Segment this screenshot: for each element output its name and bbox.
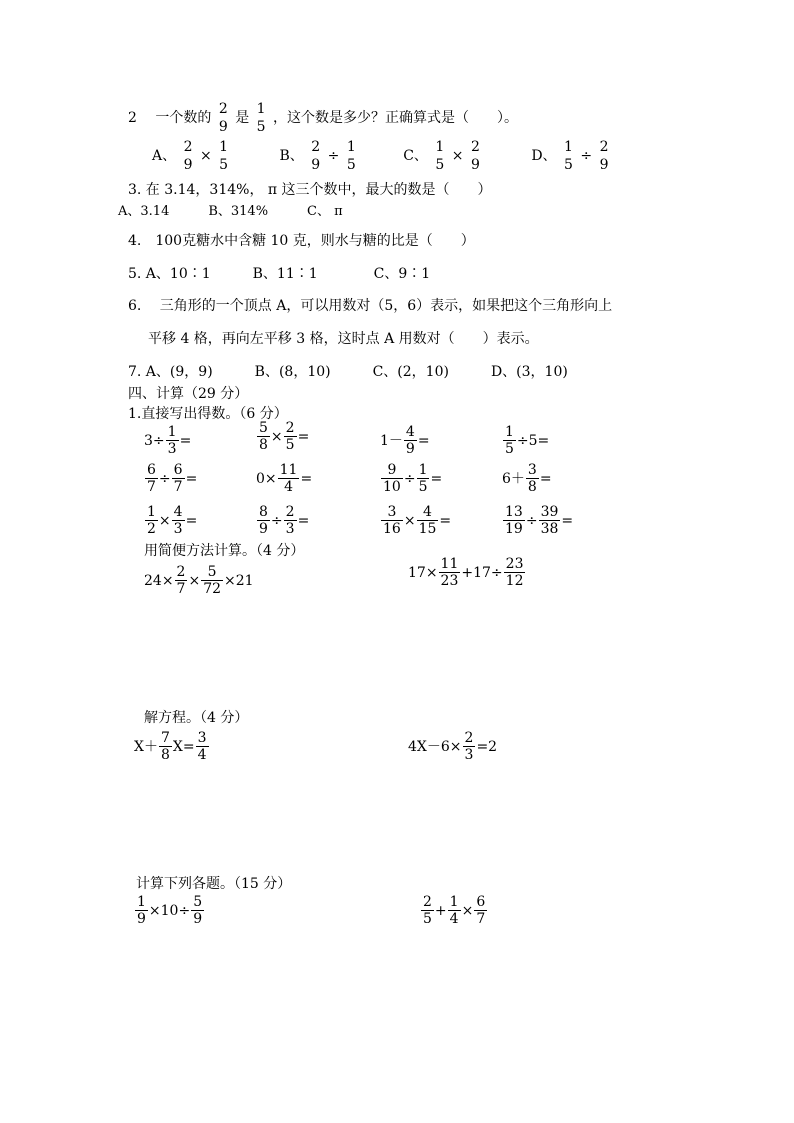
fraction: $\frac{2}{5}$ [423, 894, 432, 927]
question-4: 4. 100克糖水中含糖 10 克，则水与糖的比是（ ） [128, 233, 475, 249]
calc-item: $\frac{9}{10}$ ÷ $\frac{1}{5}$ = [383, 462, 443, 495]
fraction: 2 9 [311, 139, 321, 173]
calc-item: $\frac{2}{5}$ + $\frac{1}{4}$ × $\frac{6}{7}$ [423, 894, 486, 927]
question-text: 是 [235, 110, 250, 126]
calc-item: 17× $\frac{11}{23}$ +17÷ $\frac{23}{12}$ [408, 556, 524, 589]
fraction: $\frac{11}{23}$ [440, 556, 459, 589]
fraction: 2 9 [218, 101, 228, 135]
fraction: $\frac{3}{4}$ [197, 730, 207, 763]
calc-item: 1－ $\frac{4}{9}$ = [380, 424, 430, 457]
option-d: D、 1 5 ÷ 2 9 [531, 139, 609, 173]
fraction: $\frac{7}{8}$ [160, 730, 170, 763]
fraction: $\frac{5}{72}$ [203, 564, 222, 597]
question-2 [128, 100, 518, 136]
fraction: $\frac{5}{8}$ [259, 420, 268, 453]
subsection-title: 解方程。（4 分） [144, 710, 249, 726]
fraction: 2 9 [183, 139, 193, 173]
fraction: 1 5 [256, 101, 266, 135]
fraction: $\frac{2}{3}$ [464, 730, 474, 763]
calc-item: $\frac{5}{8}$ × $\frac{2}{5}$ = [259, 420, 310, 453]
equation-item: X＋ $\frac{7}{8}$ X= $\frac{3}{4}$ [134, 730, 207, 763]
fraction: $\frac{1}{3}$ [167, 424, 177, 457]
subsection-title: 1.直接写出得数。（6 分） [128, 406, 288, 422]
fraction: $\frac{4}{3}$ [173, 504, 183, 537]
fraction: $\frac{6}{7}$ [147, 462, 156, 495]
fraction: $\frac{13}{19}$ [505, 504, 523, 537]
fraction: $\frac{1}{9}$ [137, 894, 146, 927]
fraction: $\frac{1}{4}$ [449, 894, 459, 927]
fraction: 2 9 [599, 139, 609, 173]
question-5: 5. A、10∶1 B、11∶1 C、9∶1 [128, 266, 431, 282]
section-title: 四、计算（29 分） [128, 386, 249, 402]
fraction: $\frac{5}{9}$ [193, 894, 203, 927]
calc-item: $\frac{1}{2}$ × $\frac{4}{3}$ = [147, 504, 198, 537]
calc-item: $\frac{3}{16}$ × $\frac{4}{15}$ = [383, 504, 452, 537]
calc-item: $\frac{13}{19}$ ÷ $\frac{39}{38}$ = [505, 504, 574, 537]
fraction: 1 5 [435, 139, 445, 173]
calc-item: 3÷ $\frac{1}{3}$ = [144, 424, 192, 457]
option-c: C、 1 5 × 2 9 [403, 139, 480, 173]
subsection-title: 用简便方法计算。（4 分） [144, 543, 305, 559]
fraction: $\frac{2}{7}$ [176, 564, 186, 597]
fraction: $\frac{3}{8}$ [527, 462, 537, 495]
fraction: $\frac{1}{5}$ [418, 462, 428, 495]
fraction: $\frac{11}{4}$ [279, 462, 298, 495]
question-3: 3. 在 3.14，314%， π 这三个数中，最大的数是（ ） [128, 182, 492, 198]
fraction: $\frac{1}{5}$ [505, 424, 514, 457]
equation-item: 4X－6× $\frac{2}{3}$ =2 [408, 730, 498, 763]
fraction: $\frac{3}{16}$ [383, 504, 401, 537]
fraction: $\frac{9}{10}$ [383, 462, 401, 495]
subsection-title: 计算下列各题。（15 分） [136, 876, 292, 892]
option-b: B、 2 9 ÷ 1 5 [279, 139, 356, 173]
fraction: $\frac{2}{3}$ [285, 504, 295, 537]
question-number: 2 [128, 110, 137, 126]
fraction: 1 5 [564, 139, 573, 173]
calc-item: $\frac{8}{9}$ ÷ $\frac{2}{3}$ = [259, 504, 310, 537]
calc-item: $\frac{1}{9}$ ×10÷ $\frac{5}{9}$ [137, 894, 203, 927]
fraction: $\frac{39}{38}$ [540, 504, 559, 537]
calc-item: $\frac{1}{5}$ ÷5= [505, 424, 550, 457]
fraction: $\frac{6}{7}$ [173, 462, 183, 495]
calc-item: 6＋ $\frac{3}{8}$ = [502, 462, 552, 495]
fraction: $\frac{8}{9}$ [259, 504, 268, 537]
fraction: 2 9 [470, 139, 480, 173]
calc-item: 0× $\frac{11}{4}$ = [256, 462, 313, 495]
fraction: $\frac{4}{15}$ [418, 504, 437, 537]
option-a: A、 2 9 × 1 5 [152, 139, 229, 173]
fraction: 1 5 [346, 139, 356, 173]
fraction: $\frac{1}{2}$ [147, 504, 156, 537]
fraction: $\frac{6}{7}$ [476, 894, 486, 927]
fraction: $\frac{2}{5}$ [285, 420, 295, 453]
fraction: $\frac{23}{12}$ [505, 556, 524, 589]
question-3-options: A、3.14 B、314% C、 π [118, 204, 343, 219]
calc-item: 24× $\frac{2}{7}$ × $\frac{5}{72}$ ×21 [144, 564, 254, 597]
question-6-line-2: 平移 4 格，再向左平移 3 格，这时点 A 用数对（ ）表示。 [148, 331, 539, 347]
question-text: ，这个数是多少？正确算式是（ ）。 [273, 110, 519, 126]
question-7: 7. A、(9，9) B、(8，10) C、(2，10) D、(3，10) [128, 364, 568, 380]
calc-item: $\frac{6}{7}$ ÷ $\frac{6}{7}$ = [147, 462, 198, 495]
fraction: $\frac{4}{9}$ [405, 424, 415, 457]
question-2-options [152, 138, 611, 174]
question-text: 一个数的 [155, 110, 212, 126]
question-6-line-1: 6. 三角形的一个顶点 A，可以用数对（5，6）表示，如果把这个三角形向上 [128, 298, 613, 314]
fraction: 1 5 [219, 139, 229, 173]
